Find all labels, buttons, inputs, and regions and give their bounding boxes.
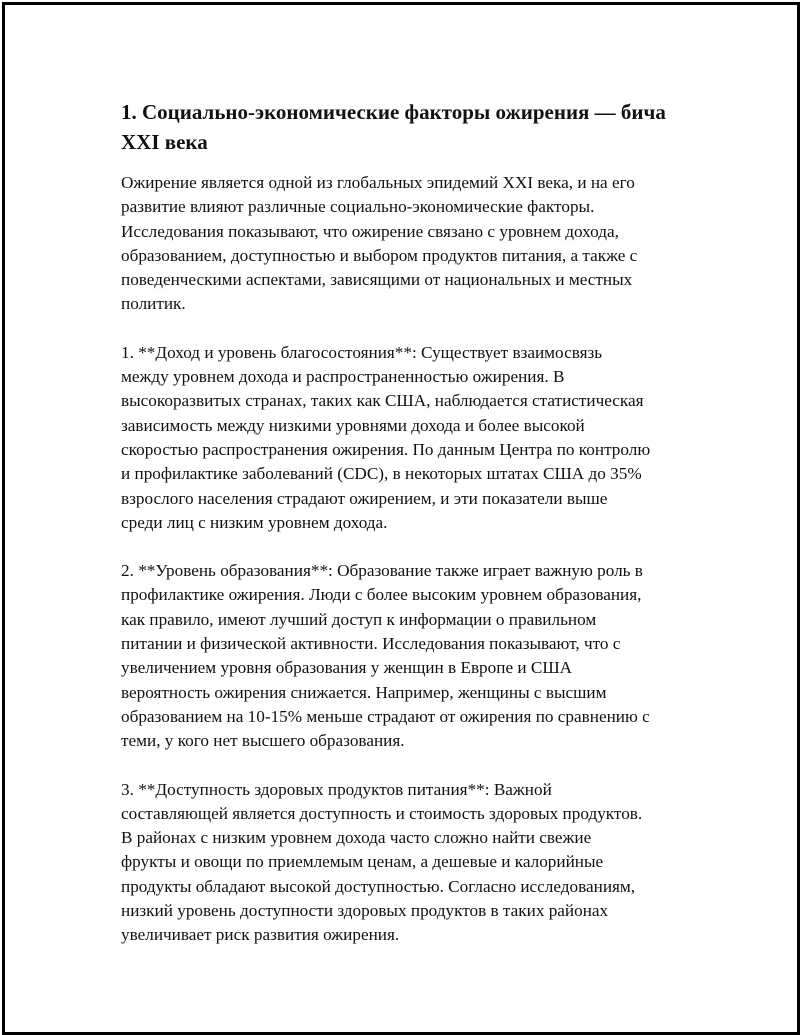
- text-line: теми, у кого нет высшего образования.: [121, 731, 405, 751]
- text-line: поведенческими аспектами, зависящими от национальных и местных: [121, 270, 633, 290]
- text-line: 3. **Доступность здоровых продуктов питания**: Важной: [121, 779, 552, 799]
- text-line: Ожирение является одной из глобальных эпидемий XXI века, и на его: [121, 173, 635, 192]
- document-title: [121, 97, 699, 157]
- text-line: образованием на 10-15% меньше страдают от ожирения по сравнению с: [121, 706, 650, 726]
- text-line: политик.: [121, 294, 186, 314]
- text-line: продукты обладают высокой доступностью. Согласно исследованиям,: [121, 876, 636, 896]
- text-line: 2. **Уровень образования**: Образование также играет важную роль в: [121, 561, 643, 581]
- text-line: развитие влияют различные социально-экономические факторы.: [121, 197, 595, 217]
- document-body: [121, 97, 699, 972]
- text-line: фрукты и овощи по приемлемым ценам, а дешевые и калорийные: [121, 852, 604, 872]
- text-line: образованием, доступностью и выбором продуктов питания, а также с: [121, 245, 638, 265]
- education-paragraph: [121, 559, 699, 753]
- text-line: профилактике ожирения. Люди с более высоким уровнем образования,: [121, 585, 642, 605]
- page-frame: [2, 2, 800, 1035]
- text-line: составляющей является доступность и стоимость здоровых продуктов.: [121, 803, 643, 823]
- food-access-paragraph: [121, 778, 699, 948]
- text-line: среди лиц с низким уровнем дохода.: [121, 512, 388, 532]
- text-line: и профилактике заболеваний (CDC), в некоторых штатах США до 35%: [121, 464, 642, 484]
- text-line: В районах с низким уровнем дохода часто сложно найти свежие: [121, 828, 592, 848]
- text-line: взрослого населения страдают ожирением, и эти показатели выше: [121, 488, 608, 508]
- intro-paragraph: [121, 171, 699, 317]
- text-line: питании и физической активности. Исследования показывают, что с: [121, 634, 621, 654]
- text-line: вероятность ожирения снижается. Например, женщины с высшим: [121, 682, 607, 702]
- text-line: скоростью распространения ожирения. По данным Центра по контролю: [121, 439, 651, 459]
- text-line: увеличением уровня образования у женщин в Европе и США: [121, 658, 573, 678]
- text-line: между уровнем дохода и распространенностью ожирения. В: [121, 367, 565, 387]
- text-line: высокоразвитых странах, таких как США, наблюдается статистическая: [121, 391, 644, 411]
- title-line: 1. Социально-экономические факторы ожирения — бича: [121, 100, 666, 124]
- text-line: Исследования показывают, что ожирение связано с уровнем дохода,: [121, 221, 619, 241]
- text-line: зависимость между низкими уровнями дохода и более высокой: [121, 415, 585, 435]
- text-line: увеличивает риск развития ожирения.: [121, 925, 400, 945]
- text-line: низкий уровень доступности здоровых продуктов в таких районах: [121, 901, 609, 921]
- title-line: XXI века: [121, 130, 208, 154]
- income-paragraph: [121, 341, 699, 535]
- text-line: 1. **Доход и уровень благосостояния**: Существует взаимосвязь: [121, 342, 603, 362]
- text-line: как правило, имеют лучший доступ к информации о правильном: [121, 609, 597, 629]
